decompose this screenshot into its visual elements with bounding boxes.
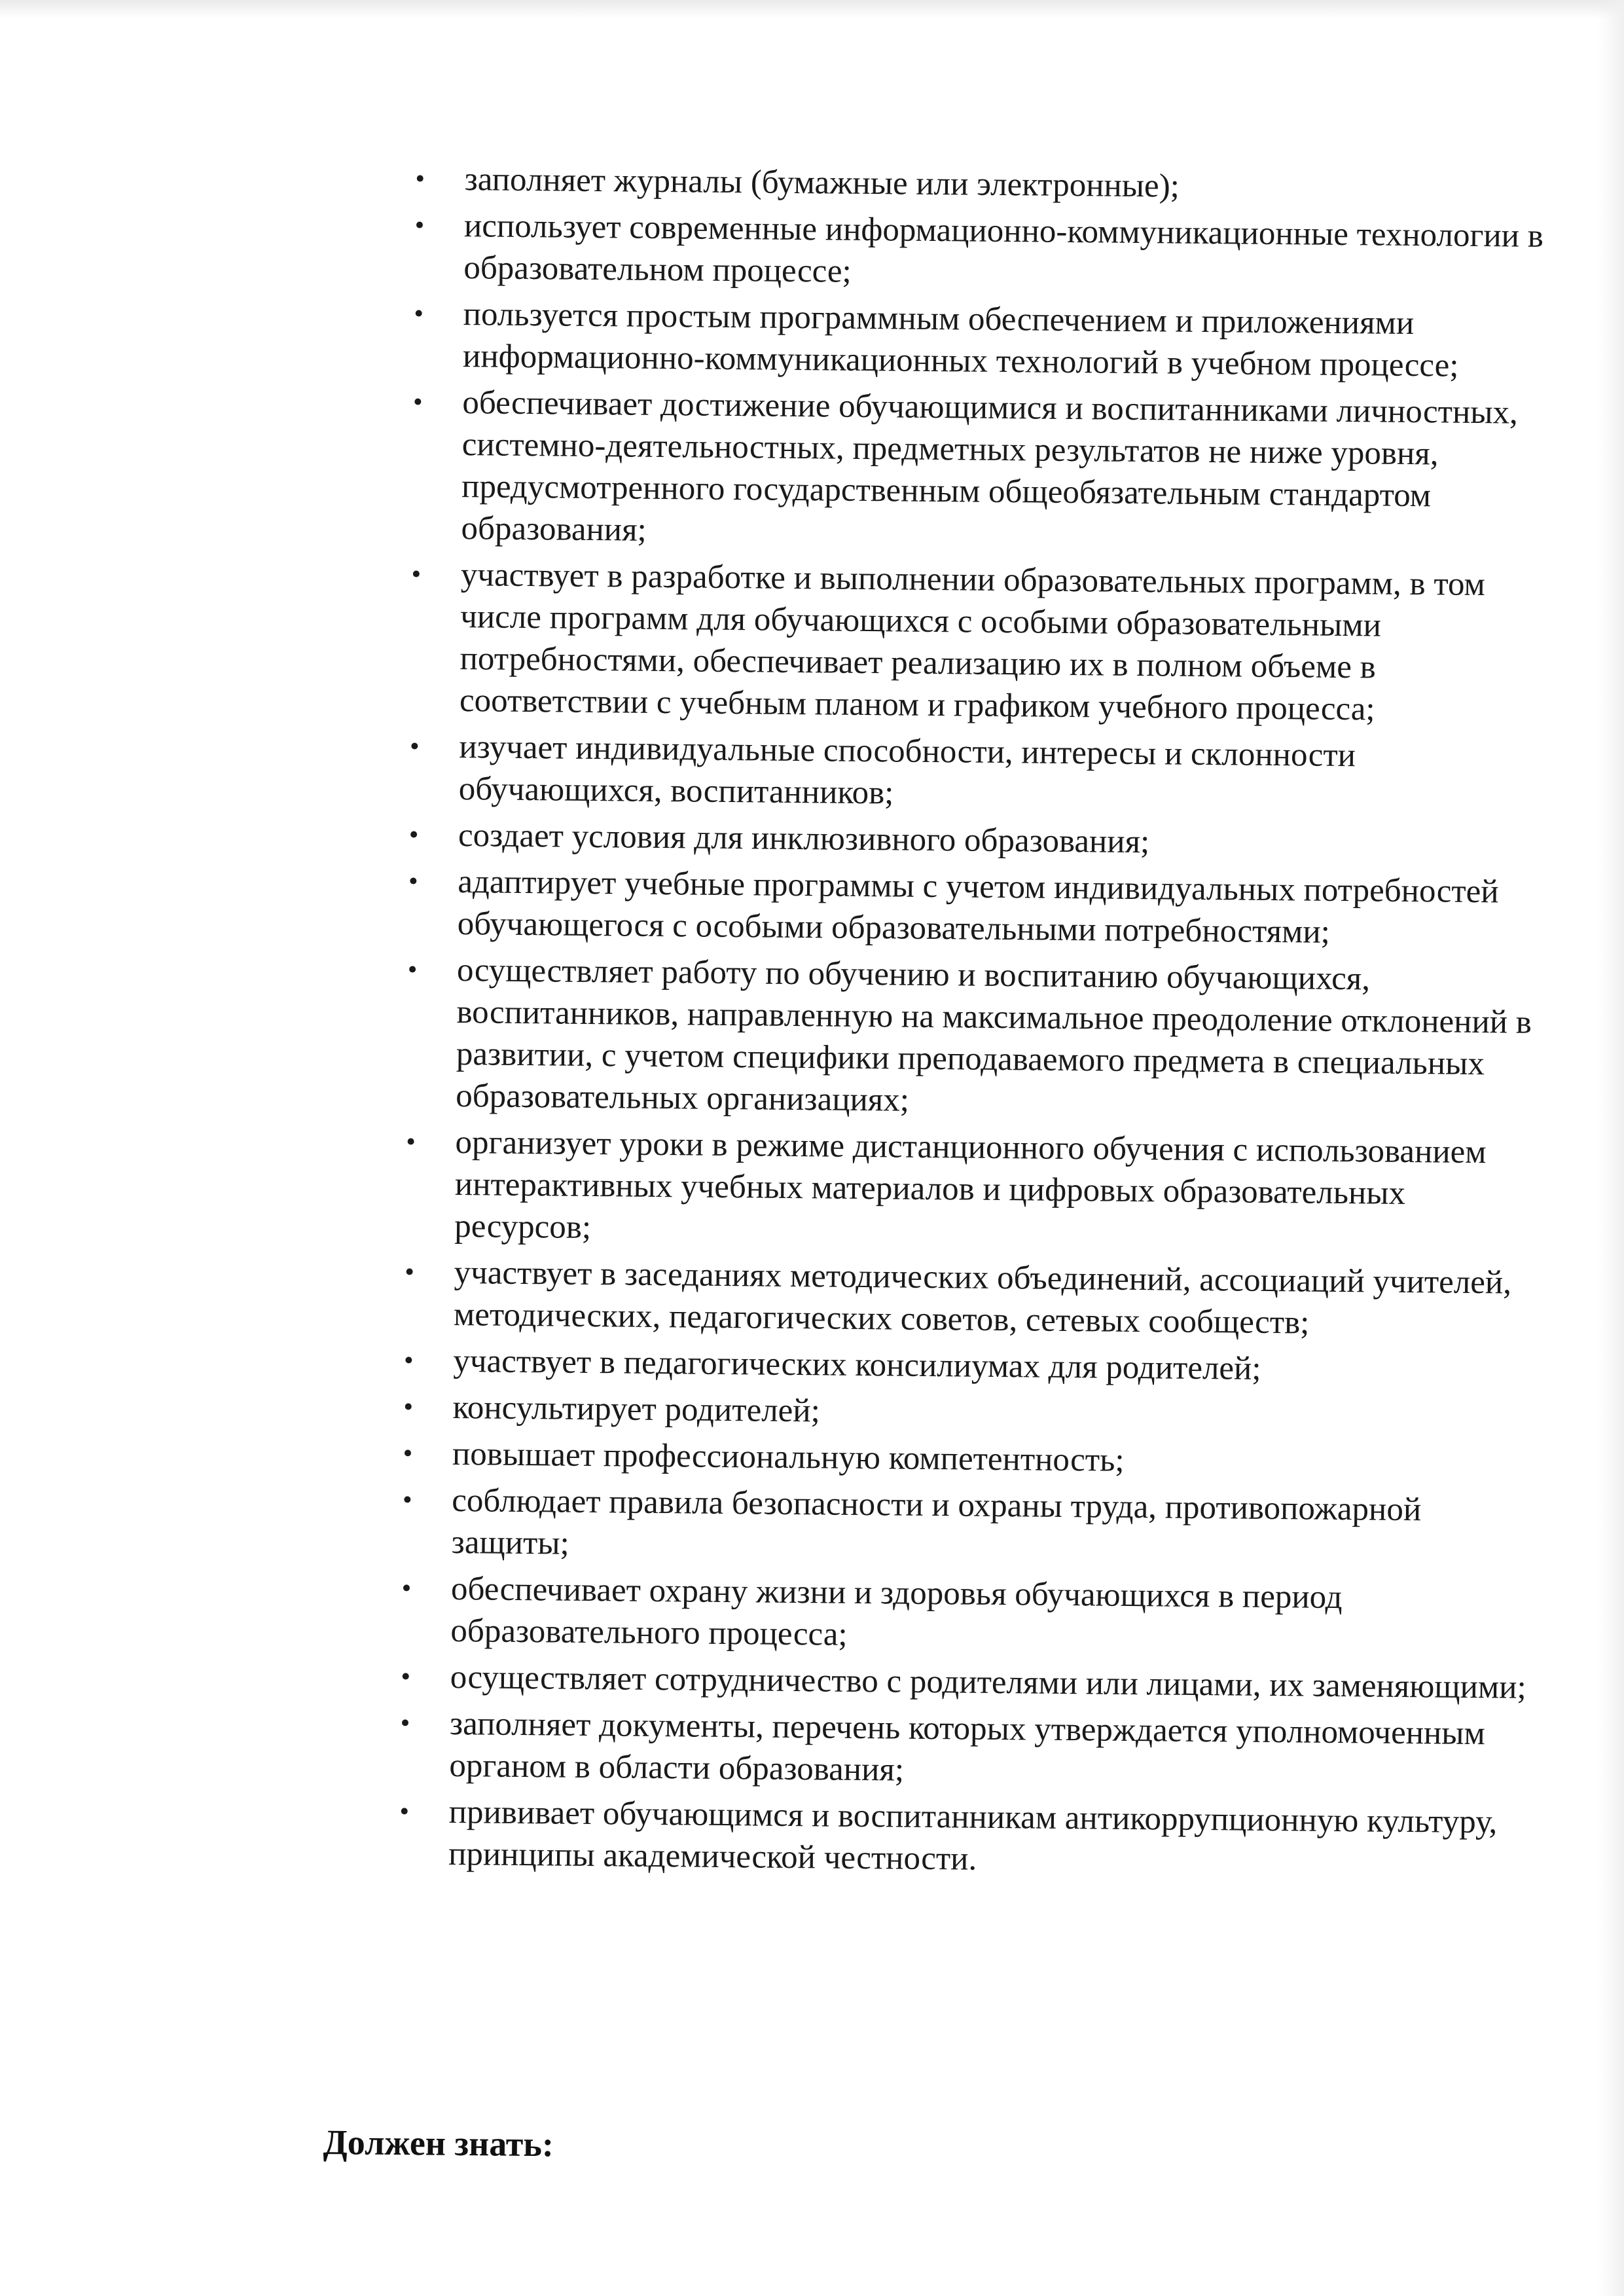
- bullet-icon: •: [409, 731, 420, 762]
- list-item-text: соблюдает правила безопасности и охраны труда, противопожарной защиты;: [451, 1482, 1422, 1562]
- scan-edge-shadow: [1598, 0, 1624, 2296]
- list-item-text: прививает обучающимся и воспитанникам антикоррупционную культуру, принципы академической честности.: [448, 1793, 1498, 1878]
- list-item-text: создает условия для инклюзивного образования;: [458, 817, 1150, 861]
- section-heading: Должен знать:: [323, 2123, 554, 2164]
- list-item: [306, 1567, 1538, 1662]
- bullet-icon: •: [403, 1345, 414, 1376]
- bullet-icon: •: [412, 387, 423, 418]
- list-item-text: осуществляет сотрудничество с родителями или лицами, их заменяющими;: [450, 1659, 1526, 1706]
- list-item: [306, 1655, 1537, 1709]
- bullet-icon: •: [408, 866, 418, 897]
- list-item-text: изучает индивидуальные способности, интересы и склонности обучающихся, воспитанников;: [458, 729, 1356, 812]
- bullet-icon: •: [414, 210, 425, 241]
- list-item-text: консультирует родителей;: [452, 1389, 821, 1430]
- list-item: [310, 1120, 1542, 1258]
- list-item: [308, 1432, 1540, 1485]
- list-item: [310, 1250, 1541, 1346]
- list-item-text: заполняет документы, перечень которых утверждается уполномоченным органом в области образования;: [449, 1705, 1486, 1789]
- list-item-text: участвует в разработке и выполнении образовательных программ, в том числе программ для обучающихся с особыми образовательными потребностями, обеспечивает реализацию их в полном объеме в соответствии с учебным планом и графиком учебного процесса;: [459, 556, 1486, 728]
- list-item: [319, 204, 1551, 299]
- list-item-text: повышает профессиональную компетентность;: [452, 1436, 1125, 1479]
- bullet-icon: •: [403, 1392, 414, 1423]
- bullet-icon: •: [403, 1438, 413, 1469]
- bullet-icon: •: [401, 1573, 412, 1604]
- document-body: [304, 157, 1551, 1890]
- list-item-text: пользуется простым программным обеспечением и приложениями информационно-коммуникационных технологий в учебном процессе;: [462, 296, 1459, 384]
- list-item: [314, 725, 1545, 820]
- scan-edge-shadow: [0, 0, 1624, 18]
- bullet-icon: •: [405, 1127, 416, 1157]
- list-item: [319, 292, 1550, 388]
- list-item: [320, 157, 1551, 211]
- list-item: [307, 1478, 1538, 1574]
- list-item: [317, 380, 1549, 560]
- list-item-text: адаптирует учебные программы с учетом индивидуальных потребностей обучающегося с особыми образовательными потребностями;: [457, 864, 1499, 951]
- list-item: [304, 1790, 1536, 1886]
- list-item-text: обеспечивает достижение обучающимися и воспитанниками личностных, системно-деятельностных, предметных результатов не ниже уровня, предусмотренного государственным общеобязательным стандартом образования;: [461, 384, 1519, 549]
- list-item-text: заполняет журналы (бумажные или электронные);: [464, 161, 1180, 205]
- bullet-icon: •: [408, 820, 419, 850]
- bullet-icon: •: [401, 1662, 411, 1692]
- list-item-text: обеспечивает охрану жизни и здоровья обучающихся в период образовательного процесса;: [450, 1571, 1343, 1653]
- list-item: [313, 860, 1544, 955]
- list-item: [312, 948, 1543, 1127]
- bullet-icon: •: [414, 299, 424, 329]
- list-item-text: участвует в педагогических консилиумах для родителей;: [453, 1343, 1261, 1387]
- list-item: [316, 553, 1547, 732]
- bullet-icon: •: [411, 559, 422, 590]
- list-item-text: организует уроки в режиме дистанционного обучения с использованием интерактивных учебных материалов и цифровых образовательных ресурсов;: [454, 1124, 1487, 1247]
- duties-list: [304, 157, 1551, 1886]
- list-item: [309, 1339, 1540, 1393]
- list-item-text: использует современные информационно-коммуникационные технологии в образовательном процессе;: [463, 208, 1544, 290]
- list-item-text: участвует в заседаниях методических объединений, ассоциаций учителей, методических, педагогических советов, сетевых сообществ;: [453, 1254, 1512, 1341]
- bullet-icon: •: [407, 955, 418, 985]
- bullet-icon: •: [399, 1796, 410, 1827]
- list-item: [314, 813, 1545, 867]
- bullet-icon: •: [405, 1257, 415, 1288]
- list-item: [305, 1702, 1536, 1797]
- bullet-icon: •: [400, 1708, 410, 1739]
- list-item-text: осуществляет работу по обучению и воспитанию обучающихся, воспитанников, направленную на максимальное преодоление отклонений в развитии, с учетом специфики преподаваемого предмета в специальных образовательных организациях;: [455, 952, 1532, 1119]
- bullet-icon: •: [415, 164, 425, 194]
- list-item: [308, 1385, 1540, 1439]
- bullet-icon: •: [402, 1485, 412, 1516]
